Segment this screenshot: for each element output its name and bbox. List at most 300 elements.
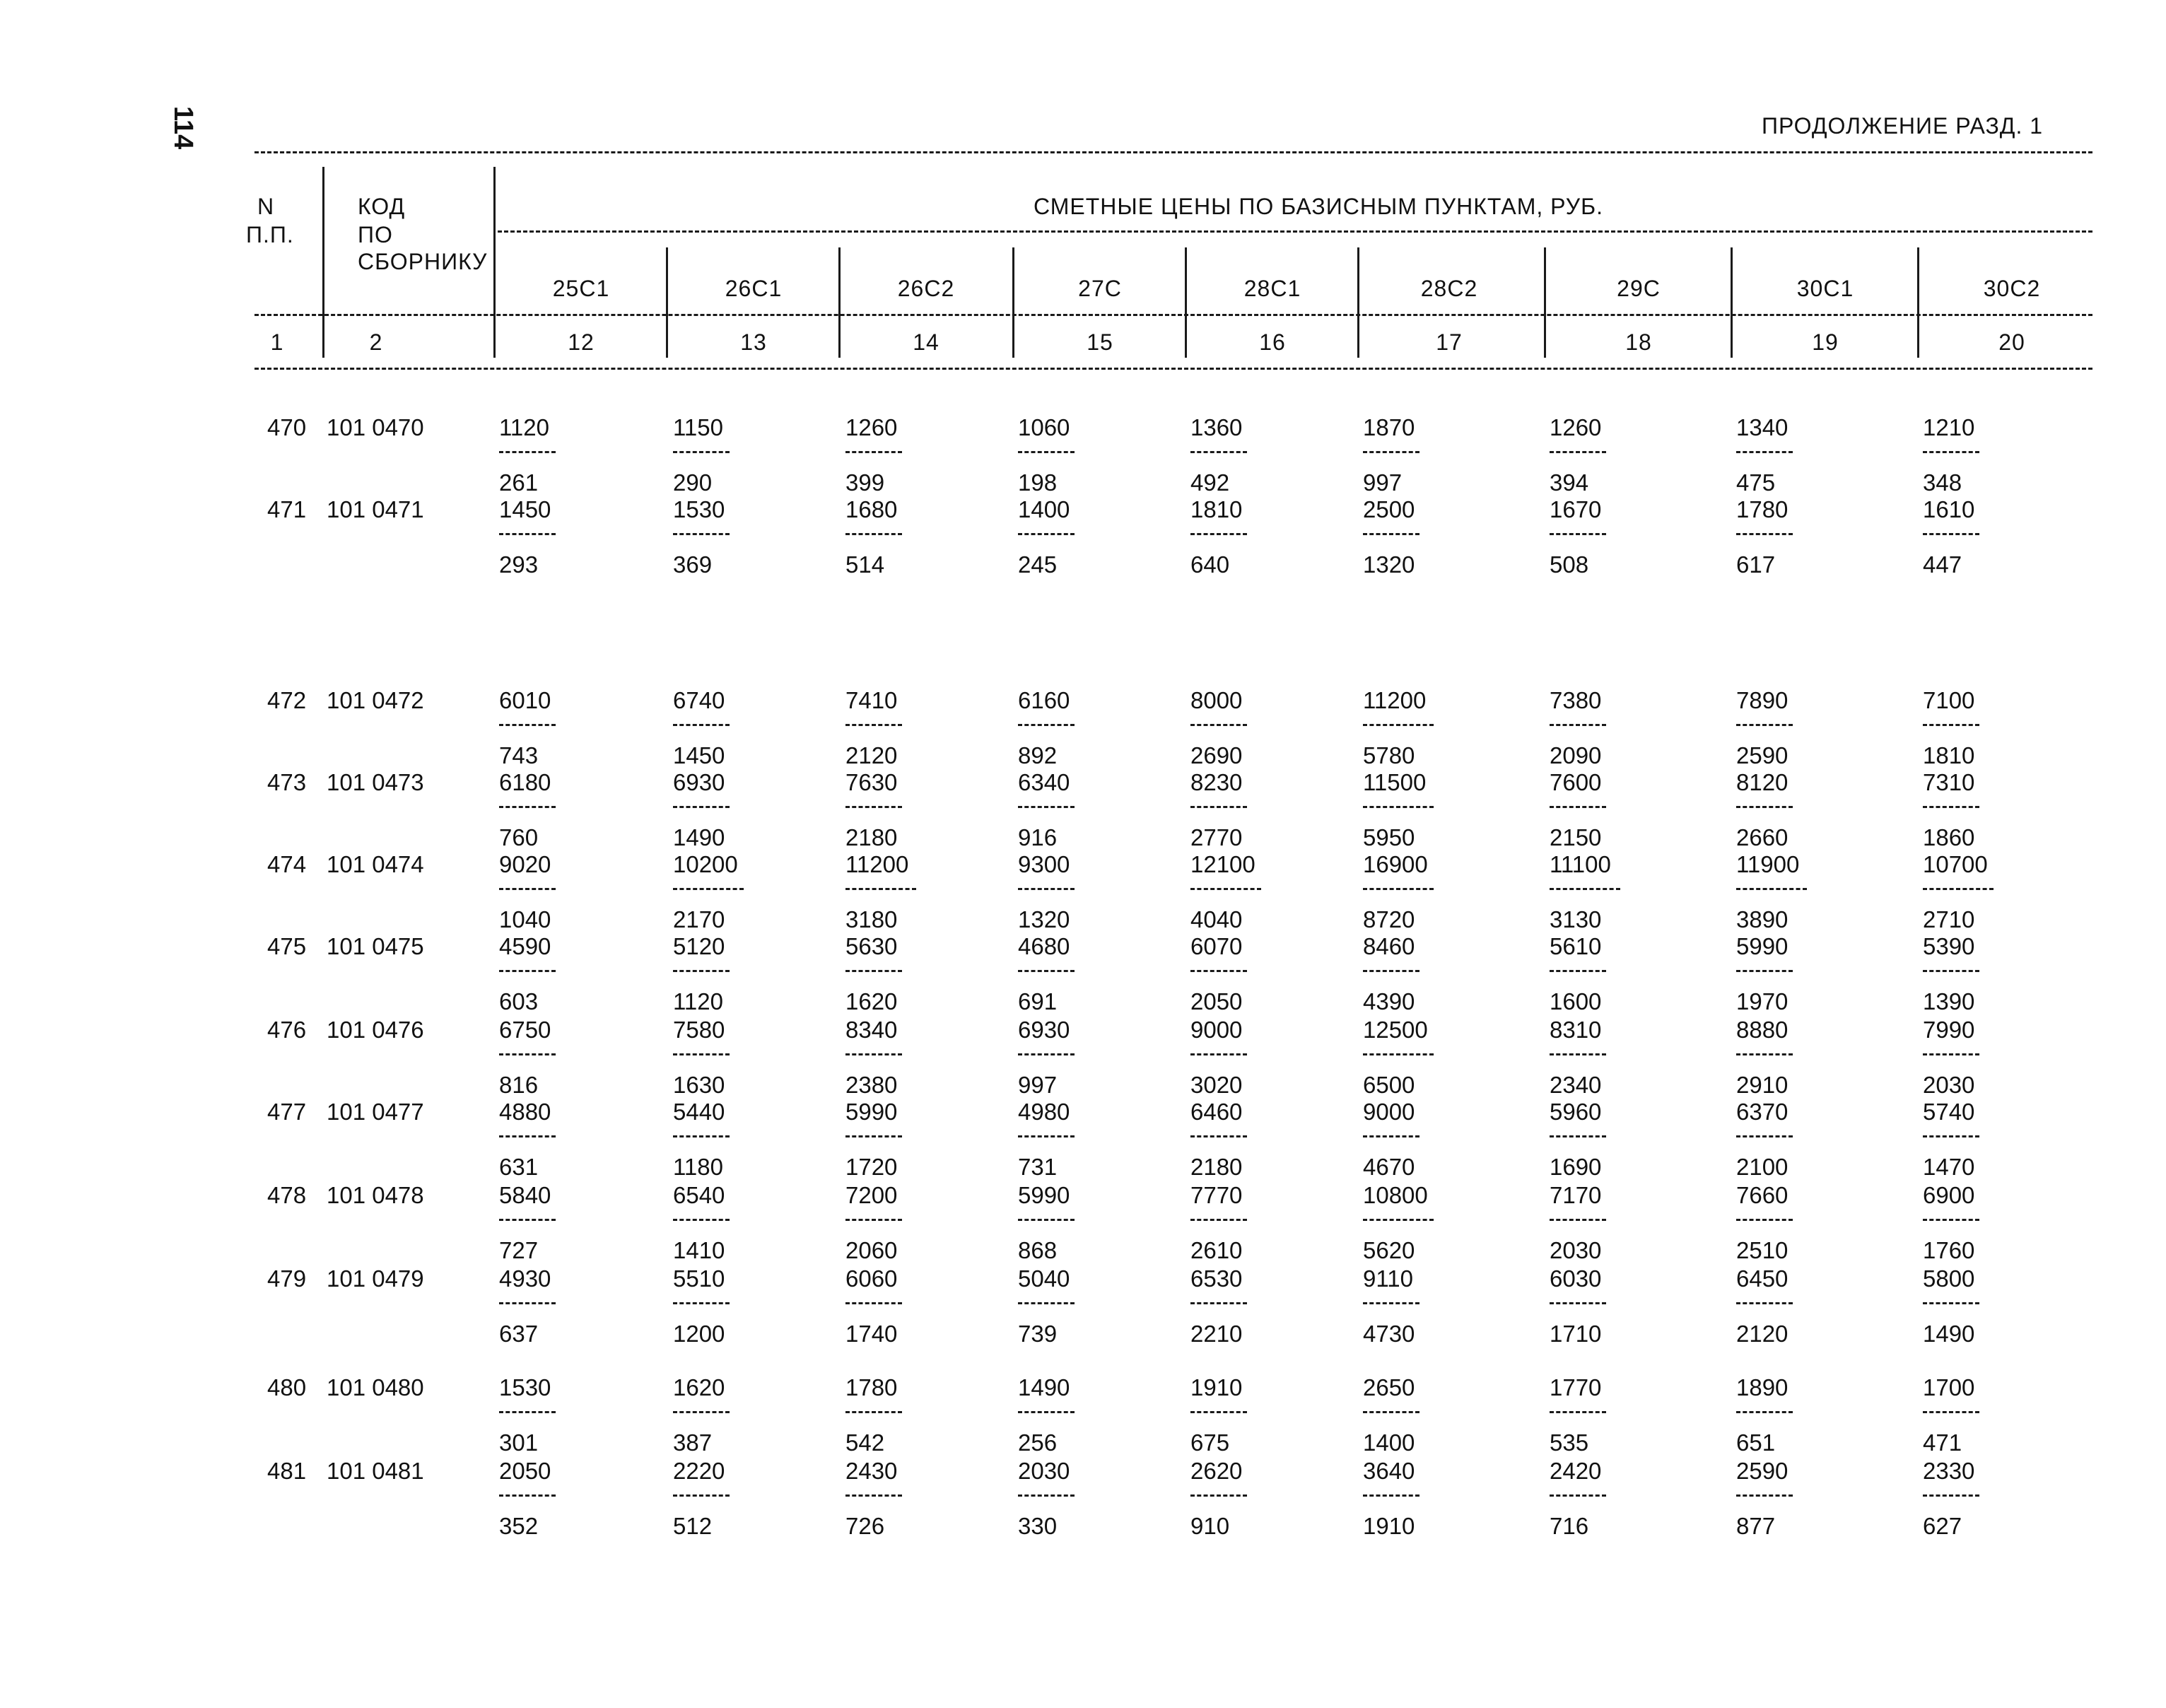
fraction-line bbox=[1923, 1135, 1979, 1137]
price-total: 1890 bbox=[1736, 1374, 1789, 1400]
fraction-line bbox=[1190, 970, 1247, 972]
price-component: 5780 bbox=[1363, 742, 1415, 768]
price-component: 542 bbox=[845, 1429, 885, 1456]
price-component: 1740 bbox=[845, 1321, 898, 1347]
point-header-8: 30С1 bbox=[1796, 276, 1854, 301]
page-number: 114 bbox=[168, 106, 198, 150]
price-component: 727 bbox=[499, 1237, 539, 1263]
column-number-12: 12 bbox=[568, 329, 595, 355]
price-total: 9300 bbox=[1018, 851, 1070, 877]
price-component: 2610 bbox=[1190, 1237, 1243, 1263]
fraction-line bbox=[673, 533, 730, 535]
fraction-line bbox=[1363, 1411, 1419, 1413]
header-separator-2 bbox=[493, 167, 496, 358]
price-total: 1340 bbox=[1736, 414, 1789, 440]
price-component: 2660 bbox=[1736, 824, 1789, 850]
price-component: 1600 bbox=[1550, 988, 1602, 1014]
point-header-4: 27С bbox=[1078, 276, 1122, 301]
price-total: 6530 bbox=[1190, 1265, 1243, 1292]
price-total: 1700 bbox=[1923, 1374, 1975, 1400]
row-code: 101 0475 bbox=[327, 933, 424, 959]
price-total: 11900 bbox=[1736, 851, 1800, 877]
fraction-line bbox=[1018, 970, 1075, 972]
header-separator-8 bbox=[1544, 247, 1546, 358]
column-number-2: 2 bbox=[369, 329, 383, 355]
fraction-line bbox=[1363, 1494, 1419, 1497]
row-number: 481 bbox=[267, 1458, 307, 1484]
price-component: 816 bbox=[499, 1072, 539, 1098]
column-number-14: 14 bbox=[913, 329, 939, 355]
fraction-line bbox=[1018, 806, 1075, 808]
column-number-18: 18 bbox=[1625, 329, 1652, 355]
price-total: 5960 bbox=[1550, 1099, 1602, 1125]
price-component: 4730 bbox=[1363, 1321, 1415, 1347]
price-component: 2170 bbox=[673, 906, 725, 932]
price-total: 2420 bbox=[1550, 1458, 1602, 1484]
fraction-line bbox=[499, 806, 556, 808]
price-total: 1770 bbox=[1550, 1374, 1602, 1400]
header-separator-10 bbox=[1917, 247, 1919, 358]
price-total: 6750 bbox=[499, 1017, 551, 1043]
fraction-line bbox=[1363, 806, 1434, 808]
price-total: 10800 bbox=[1363, 1182, 1428, 1208]
fraction-line bbox=[1190, 1135, 1247, 1137]
fraction-line bbox=[845, 1411, 902, 1413]
price-component: 2510 bbox=[1736, 1237, 1789, 1263]
price-total: 6930 bbox=[1018, 1017, 1070, 1043]
price-component: 2590 bbox=[1736, 742, 1789, 768]
fraction-line bbox=[1923, 1219, 1979, 1221]
col-n-label: N bbox=[257, 194, 275, 219]
price-total: 1120 bbox=[499, 414, 549, 440]
price-component: 5620 bbox=[1363, 1237, 1415, 1263]
price-component: 2030 bbox=[1550, 1237, 1602, 1263]
price-total: 7600 bbox=[1550, 769, 1602, 795]
fraction-line bbox=[1550, 888, 1620, 890]
price-total: 7770 bbox=[1190, 1182, 1243, 1208]
price-component: 1400 bbox=[1363, 1429, 1415, 1456]
fraction-line bbox=[845, 970, 902, 972]
col-code-label-3: СБОРНИКУ bbox=[358, 249, 488, 274]
fraction-line bbox=[1923, 970, 1979, 972]
row-number: 479 bbox=[267, 1265, 307, 1292]
price-component: 2150 bbox=[1550, 824, 1602, 850]
fraction-line bbox=[499, 1494, 556, 1497]
fraction-line bbox=[1550, 724, 1606, 726]
price-component: 2060 bbox=[845, 1237, 898, 1263]
column-number-20: 20 bbox=[1998, 329, 2025, 355]
row-code: 101 0470 bbox=[327, 414, 424, 440]
price-total: 2220 bbox=[673, 1458, 725, 1484]
price-total: 6070 bbox=[1190, 933, 1243, 959]
fraction-line bbox=[1018, 888, 1075, 890]
price-total: 1810 bbox=[1190, 496, 1243, 522]
price-component: 2380 bbox=[845, 1072, 898, 1098]
fraction-line bbox=[1550, 970, 1606, 972]
fraction-line bbox=[1736, 1219, 1793, 1221]
point-header-3: 26С2 bbox=[897, 276, 955, 301]
price-total: 1400 bbox=[1018, 496, 1070, 522]
column-number-1: 1 bbox=[270, 329, 284, 355]
price-total: 1210 bbox=[1923, 414, 1975, 440]
header-separator-1 bbox=[322, 167, 324, 358]
fraction-line bbox=[1736, 1053, 1793, 1055]
fraction-line bbox=[1923, 806, 1979, 808]
price-component: 1720 bbox=[845, 1154, 898, 1180]
price-total: 5630 bbox=[845, 933, 898, 959]
price-total: 1680 bbox=[845, 496, 898, 522]
fraction-line bbox=[673, 1494, 730, 1497]
price-component: 2770 bbox=[1190, 824, 1243, 850]
price-component: 1490 bbox=[673, 824, 725, 850]
price-component: 6500 bbox=[1363, 1072, 1415, 1098]
price-total: 6900 bbox=[1923, 1182, 1975, 1208]
fraction-line bbox=[1923, 451, 1979, 453]
price-component: 640 bbox=[1190, 551, 1230, 578]
price-total: 2620 bbox=[1190, 1458, 1243, 1484]
price-component: 637 bbox=[499, 1321, 539, 1347]
fraction-line bbox=[1363, 1219, 1434, 1221]
price-total: 2050 bbox=[499, 1458, 551, 1484]
price-component: 394 bbox=[1550, 469, 1589, 496]
fraction-line bbox=[1190, 451, 1247, 453]
price-total: 11200 bbox=[1363, 687, 1427, 713]
fraction-line bbox=[1190, 1411, 1247, 1413]
price-total: 1670 bbox=[1550, 496, 1602, 522]
price-component: 916 bbox=[1018, 824, 1058, 850]
price-component: 1470 bbox=[1923, 1154, 1975, 1180]
header-separator-4 bbox=[838, 247, 841, 358]
row-code: 101 0477 bbox=[327, 1099, 424, 1125]
fraction-line bbox=[1736, 970, 1793, 972]
price-total: 1530 bbox=[499, 1374, 551, 1400]
price-component: 348 bbox=[1923, 469, 1962, 496]
price-total: 8000 bbox=[1190, 687, 1243, 713]
price-component: 5950 bbox=[1363, 824, 1415, 850]
fraction-line bbox=[673, 888, 744, 890]
fraction-line bbox=[499, 970, 556, 972]
price-component: 739 bbox=[1018, 1321, 1058, 1347]
price-total: 7310 bbox=[1923, 769, 1975, 795]
price-total: 10700 bbox=[1923, 851, 1988, 877]
fraction-line bbox=[1736, 1302, 1793, 1304]
fraction-line bbox=[1363, 888, 1434, 890]
price-component: 631 bbox=[499, 1154, 539, 1180]
fraction-line bbox=[1018, 533, 1075, 535]
row-number: 480 bbox=[267, 1374, 307, 1400]
col-code-label: КОД bbox=[358, 194, 406, 219]
price-component: 2340 bbox=[1550, 1072, 1602, 1098]
fraction-line bbox=[845, 1135, 902, 1137]
price-total: 8310 bbox=[1550, 1017, 1602, 1043]
fraction-line bbox=[1550, 533, 1606, 535]
fraction-line bbox=[1550, 1302, 1606, 1304]
price-component: 760 bbox=[499, 824, 539, 850]
price-total: 5040 bbox=[1018, 1265, 1070, 1292]
price-total: 1530 bbox=[673, 496, 725, 522]
price-component: 1910 bbox=[1363, 1513, 1415, 1539]
price-total: 8880 bbox=[1736, 1017, 1789, 1043]
fraction-line bbox=[1923, 1411, 1979, 1413]
price-total: 12500 bbox=[1363, 1017, 1428, 1043]
price-component: 716 bbox=[1550, 1513, 1589, 1539]
price-component: 1710 bbox=[1550, 1321, 1602, 1347]
price-total: 5990 bbox=[1018, 1182, 1070, 1208]
price-total: 8340 bbox=[845, 1017, 898, 1043]
fraction-line bbox=[1736, 451, 1793, 453]
point-header-1: 25С1 bbox=[552, 276, 610, 301]
price-component: 3180 bbox=[845, 906, 898, 932]
fraction-line bbox=[1923, 888, 1994, 890]
fraction-line bbox=[673, 1135, 730, 1137]
fraction-line bbox=[1550, 1411, 1606, 1413]
fraction-line bbox=[1190, 1494, 1247, 1497]
column-number-16: 16 bbox=[1259, 329, 1286, 355]
price-component: 3890 bbox=[1736, 906, 1789, 932]
header-bottom-rule bbox=[254, 368, 2092, 370]
price-total: 8230 bbox=[1190, 769, 1243, 795]
price-component: 1690 bbox=[1550, 1154, 1602, 1180]
price-total: 7170 bbox=[1550, 1182, 1602, 1208]
price-component: 492 bbox=[1190, 469, 1230, 496]
price-component: 261 bbox=[499, 469, 539, 496]
price-total: 1260 bbox=[1550, 414, 1602, 440]
price-total: 9110 bbox=[1363, 1265, 1413, 1292]
price-total: 7380 bbox=[1550, 687, 1602, 713]
price-total: 5390 bbox=[1923, 933, 1975, 959]
price-total: 5990 bbox=[1736, 933, 1789, 959]
fraction-line bbox=[1550, 1135, 1606, 1137]
price-component: 514 bbox=[845, 551, 885, 578]
column-number-15: 15 bbox=[1087, 329, 1113, 355]
price-component: 387 bbox=[673, 1429, 713, 1456]
header-separator-9 bbox=[1731, 247, 1733, 358]
fraction-line bbox=[845, 1053, 902, 1055]
price-total: 1870 bbox=[1363, 414, 1415, 440]
fraction-line bbox=[673, 970, 730, 972]
fraction-line bbox=[1190, 724, 1247, 726]
fraction-line bbox=[499, 888, 556, 890]
price-total: 9020 bbox=[499, 851, 551, 877]
fraction-line bbox=[673, 1053, 730, 1055]
fraction-line bbox=[1736, 1411, 1793, 1413]
price-component: 1120 bbox=[673, 988, 723, 1014]
fraction-line bbox=[845, 533, 902, 535]
price-component: 1620 bbox=[845, 988, 898, 1014]
price-total: 1620 bbox=[673, 1374, 725, 1400]
fraction-line bbox=[1736, 888, 1807, 890]
price-component: 2690 bbox=[1190, 742, 1243, 768]
price-component: 1810 bbox=[1923, 742, 1975, 768]
price-component: 352 bbox=[499, 1513, 539, 1539]
price-component: 2090 bbox=[1550, 742, 1602, 768]
price-total: 2500 bbox=[1363, 496, 1415, 522]
row-number: 476 bbox=[267, 1017, 307, 1043]
fraction-line bbox=[1190, 533, 1247, 535]
price-component: 290 bbox=[673, 469, 713, 496]
price-total: 6010 bbox=[499, 687, 551, 713]
point-header-2: 26С1 bbox=[725, 276, 783, 301]
column-number-19: 19 bbox=[1812, 329, 1839, 355]
price-total: 4930 bbox=[499, 1265, 551, 1292]
fraction-line bbox=[1363, 970, 1419, 972]
price-total: 11500 bbox=[1363, 769, 1427, 795]
price-component: 1320 bbox=[1018, 906, 1070, 932]
price-component: 2030 bbox=[1923, 1072, 1975, 1098]
fraction-line bbox=[845, 806, 902, 808]
price-total: 1150 bbox=[673, 414, 723, 440]
price-component: 2120 bbox=[845, 742, 898, 768]
price-total: 6340 bbox=[1018, 769, 1070, 795]
fraction-line bbox=[1190, 1219, 1247, 1221]
price-component: 617 bbox=[1736, 551, 1776, 578]
fraction-line bbox=[1923, 1302, 1979, 1304]
price-total: 7890 bbox=[1736, 687, 1789, 713]
fraction-line bbox=[845, 1302, 902, 1304]
section-continuation-label: ПРОДОЛЖЕНИЕ РАЗД. 1 bbox=[1762, 113, 2044, 139]
price-component: 2180 bbox=[845, 824, 898, 850]
fraction-line bbox=[1363, 533, 1419, 535]
column-number-17: 17 bbox=[1436, 329, 1463, 355]
price-total: 5440 bbox=[673, 1099, 725, 1125]
fraction-line bbox=[1736, 1135, 1793, 1137]
fraction-line bbox=[1018, 1219, 1075, 1221]
price-component: 651 bbox=[1736, 1429, 1776, 1456]
price-total: 6460 bbox=[1190, 1099, 1243, 1125]
price-total: 1360 bbox=[1190, 414, 1243, 440]
row-code: 101 0481 bbox=[327, 1458, 424, 1484]
price-component: 369 bbox=[673, 551, 713, 578]
price-total: 6060 bbox=[845, 1265, 898, 1292]
price-component: 675 bbox=[1190, 1429, 1230, 1456]
fraction-line bbox=[499, 1219, 556, 1221]
price-total: 11100 bbox=[1550, 851, 1611, 877]
price-total: 9000 bbox=[1190, 1017, 1243, 1043]
point-header-5: 28С1 bbox=[1243, 276, 1301, 301]
header-separator-7 bbox=[1357, 247, 1359, 358]
price-component: 399 bbox=[845, 469, 885, 496]
header-separator-5 bbox=[1012, 247, 1014, 358]
fraction-line bbox=[1190, 1053, 1247, 1055]
price-total: 1610 bbox=[1923, 496, 1975, 522]
row-number: 474 bbox=[267, 851, 307, 877]
price-total: 5610 bbox=[1550, 933, 1602, 959]
price-component: 892 bbox=[1018, 742, 1058, 768]
row-code: 101 0478 bbox=[327, 1182, 424, 1208]
row-code: 101 0480 bbox=[327, 1374, 424, 1400]
fraction-line bbox=[845, 1494, 902, 1497]
column-number-13: 13 bbox=[740, 329, 767, 355]
price-component: 691 bbox=[1018, 988, 1058, 1014]
price-total: 1450 bbox=[499, 496, 551, 522]
fraction-line bbox=[1550, 1494, 1606, 1497]
price-total: 1780 bbox=[845, 1374, 898, 1400]
fraction-line bbox=[1363, 724, 1434, 726]
price-component: 3130 bbox=[1550, 906, 1602, 932]
fraction-line bbox=[499, 1135, 556, 1137]
price-component: 471 bbox=[1923, 1429, 1962, 1456]
price-component: 8720 bbox=[1363, 906, 1415, 932]
price-total: 5510 bbox=[673, 1265, 725, 1292]
price-total: 5120 bbox=[673, 933, 725, 959]
price-total: 1910 bbox=[1190, 1374, 1243, 1400]
row-code: 101 0473 bbox=[327, 769, 424, 795]
price-component: 4670 bbox=[1363, 1154, 1415, 1180]
fraction-line bbox=[499, 724, 556, 726]
price-component: 1630 bbox=[673, 1072, 725, 1098]
fraction-line bbox=[499, 1411, 556, 1413]
price-total: 5840 bbox=[499, 1182, 551, 1208]
fraction-line bbox=[673, 1219, 730, 1221]
fraction-line bbox=[1018, 1302, 1075, 1304]
price-component: 731 bbox=[1018, 1154, 1058, 1180]
price-total: 1780 bbox=[1736, 496, 1789, 522]
price-total: 6540 bbox=[673, 1182, 725, 1208]
price-total: 1490 bbox=[1018, 1374, 1070, 1400]
row-code: 101 0474 bbox=[327, 851, 424, 877]
price-total: 16900 bbox=[1363, 851, 1428, 877]
row-code: 101 0476 bbox=[327, 1017, 424, 1043]
price-total: 2590 bbox=[1736, 1458, 1789, 1484]
fraction-line bbox=[1018, 1135, 1075, 1137]
fraction-line bbox=[1550, 806, 1606, 808]
price-component: 2050 bbox=[1190, 988, 1243, 1014]
price-total: 10200 bbox=[673, 851, 738, 877]
fraction-line bbox=[1736, 806, 1793, 808]
fraction-line bbox=[1190, 806, 1247, 808]
fraction-line bbox=[1018, 724, 1075, 726]
price-total: 7580 bbox=[673, 1017, 725, 1043]
price-total: 2330 bbox=[1923, 1458, 1975, 1484]
price-total: 9000 bbox=[1363, 1099, 1415, 1125]
row-code: 101 0471 bbox=[327, 496, 424, 522]
price-component: 1040 bbox=[499, 906, 551, 932]
price-component: 2100 bbox=[1736, 1154, 1789, 1180]
price-total: 5740 bbox=[1923, 1099, 1975, 1125]
price-total: 8120 bbox=[1736, 769, 1789, 795]
fraction-line bbox=[499, 451, 556, 453]
price-component: 447 bbox=[1923, 551, 1962, 578]
price-component: 2180 bbox=[1190, 1154, 1243, 1180]
fraction-line bbox=[1550, 451, 1606, 453]
price-total: 7660 bbox=[1736, 1182, 1789, 1208]
price-component: 997 bbox=[1363, 469, 1403, 496]
header-separator-6 bbox=[1185, 247, 1187, 358]
price-component: 868 bbox=[1018, 1237, 1058, 1263]
price-total: 2030 bbox=[1018, 1458, 1070, 1484]
fraction-line bbox=[1736, 1494, 1793, 1497]
fraction-line bbox=[1923, 724, 1979, 726]
price-component: 475 bbox=[1736, 469, 1776, 496]
fraction-line bbox=[1190, 1302, 1247, 1304]
fraction-line bbox=[1018, 1411, 1075, 1413]
fraction-line bbox=[1736, 724, 1793, 726]
price-total: 5800 bbox=[1923, 1265, 1975, 1292]
price-component: 1320 bbox=[1363, 551, 1415, 578]
price-component: 1450 bbox=[673, 742, 725, 768]
row-number: 471 bbox=[267, 496, 307, 522]
col-n-label-2: П.П. bbox=[246, 222, 294, 247]
price-total: 7100 bbox=[1923, 687, 1975, 713]
fraction-line bbox=[1923, 1053, 1979, 1055]
price-component: 4040 bbox=[1190, 906, 1243, 932]
fraction-line bbox=[1190, 888, 1261, 890]
price-total: 4680 bbox=[1018, 933, 1070, 959]
row-number: 472 bbox=[267, 687, 307, 713]
fraction-line bbox=[673, 724, 730, 726]
fraction-line bbox=[1736, 533, 1793, 535]
price-component: 198 bbox=[1018, 469, 1058, 496]
